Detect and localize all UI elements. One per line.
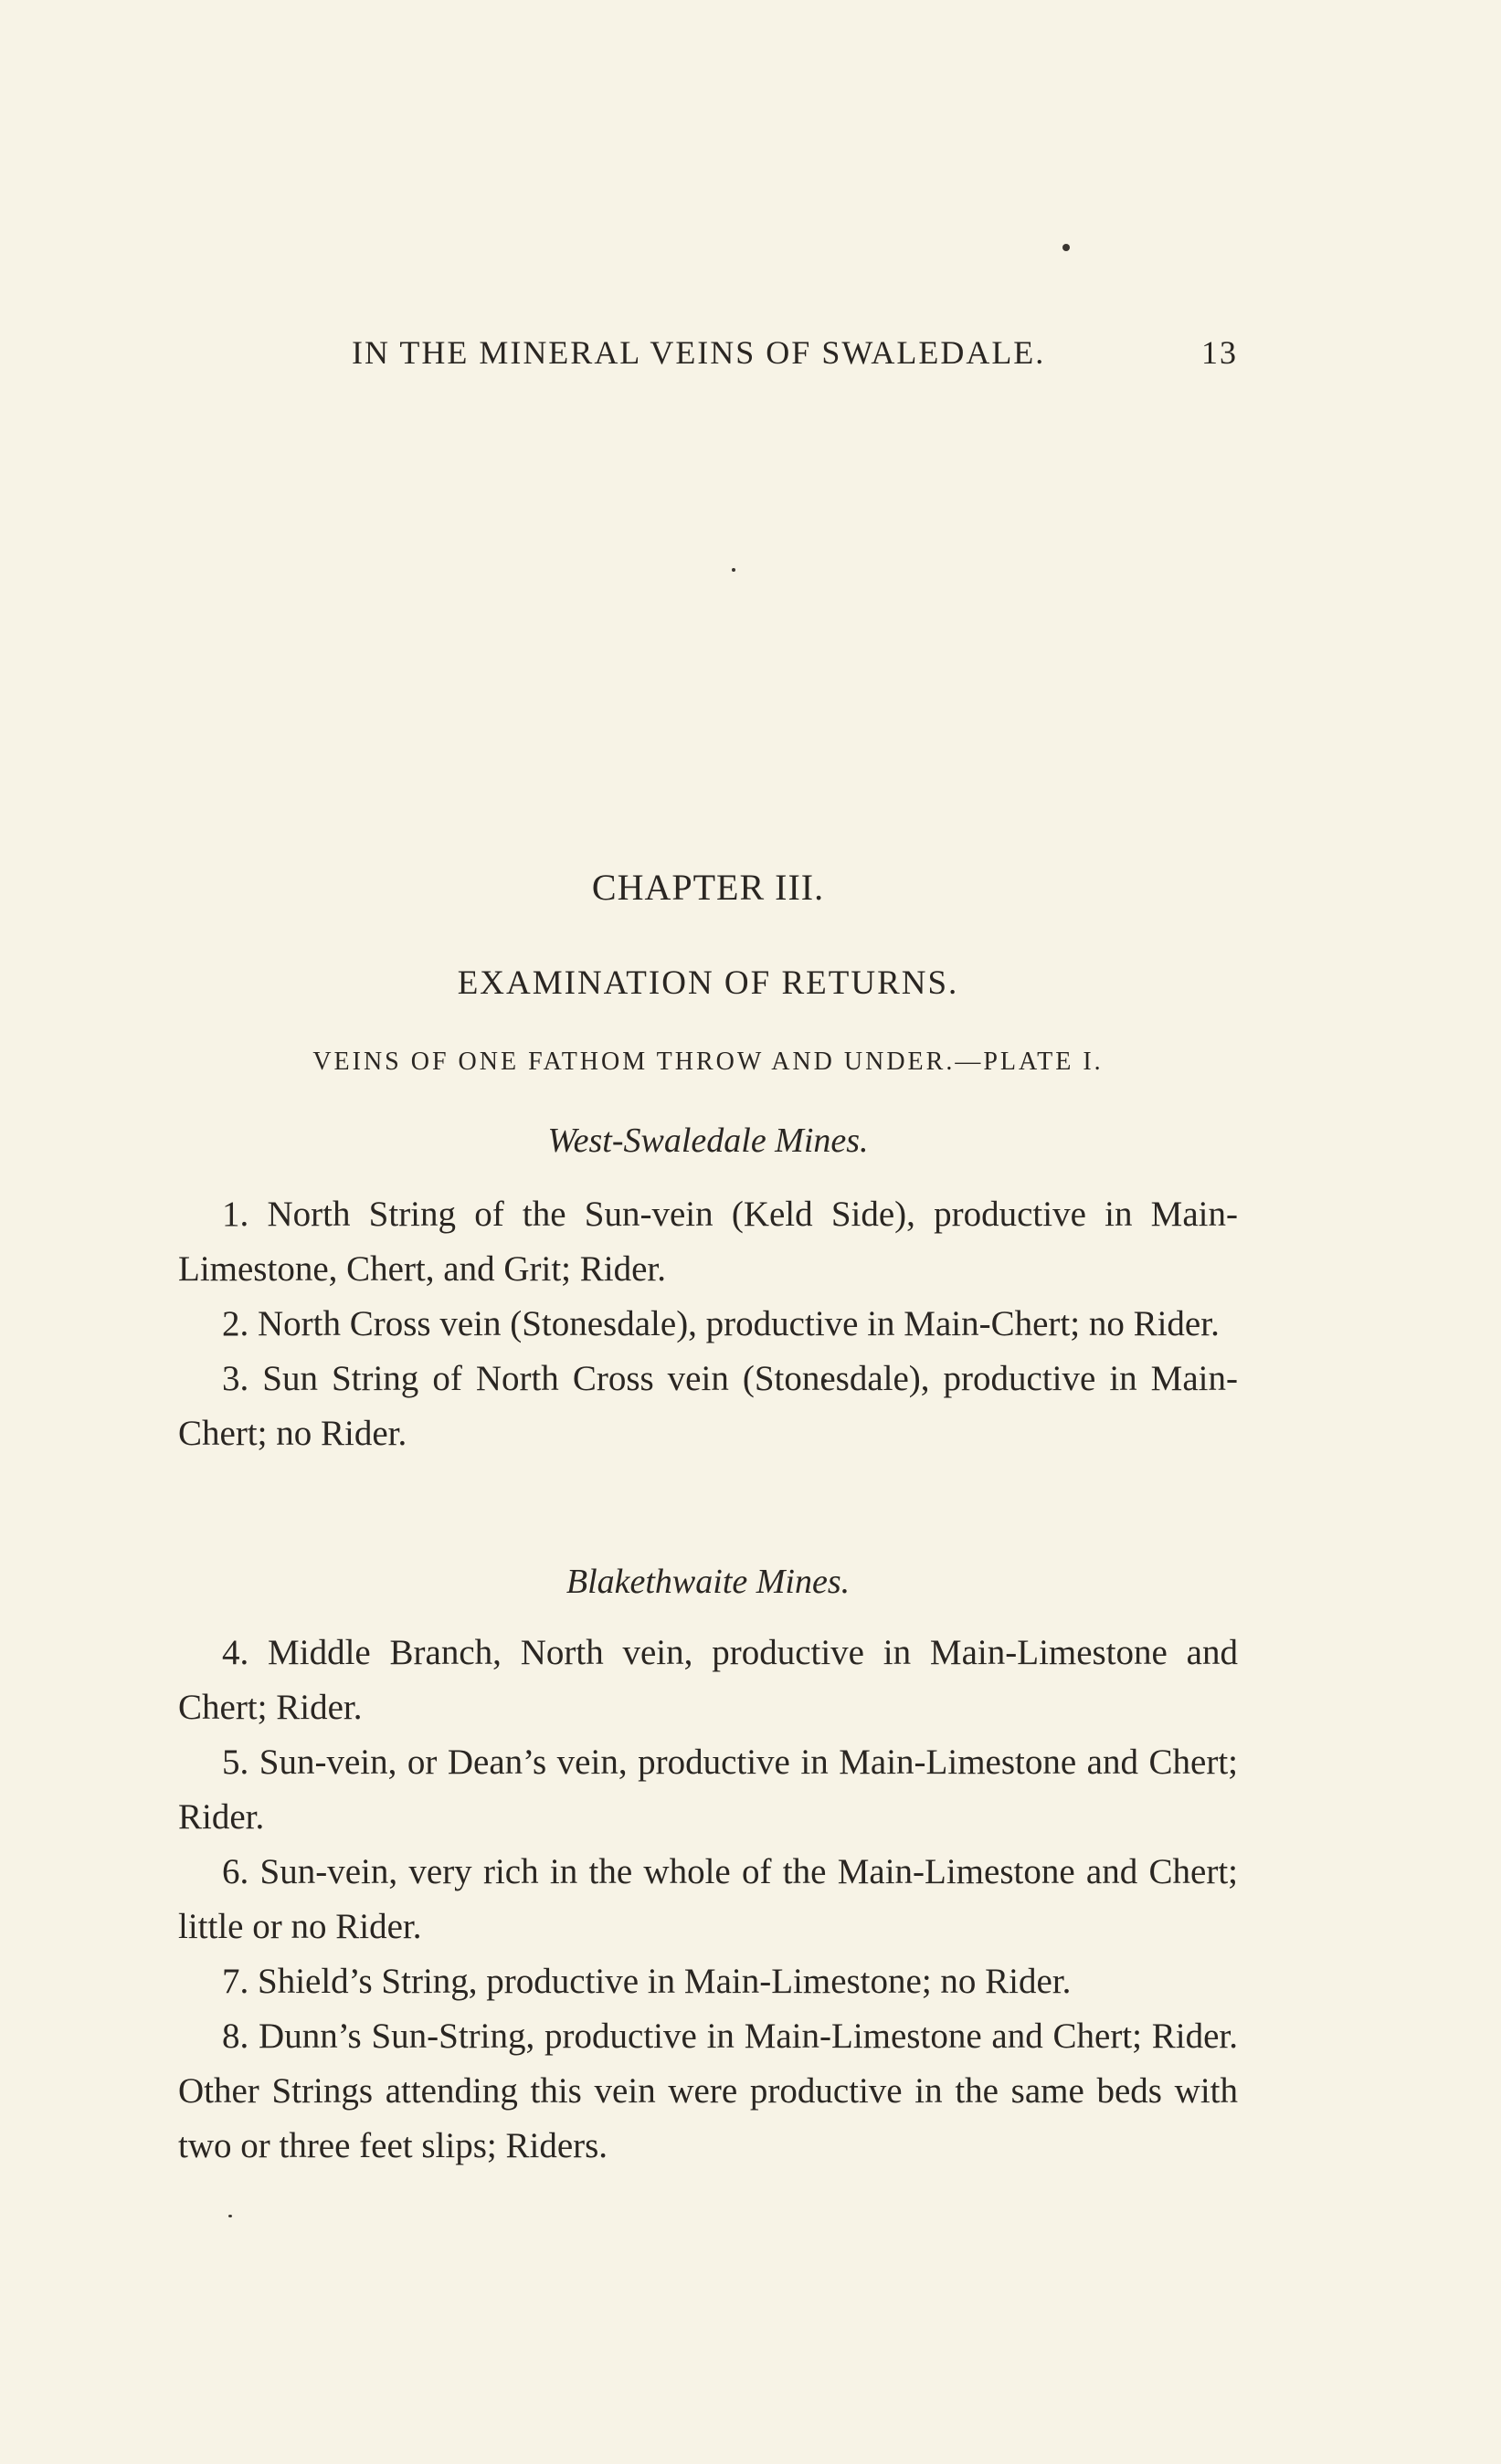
entry-list (178, 1187, 1238, 1461)
vein-entry: 1. North String of the Sun-vein (Keld Side), productive in Main-Limestone, Chert, and Grit; Rider. (178, 1195, 1238, 1289)
ink-speck (1062, 244, 1070, 251)
vein-entry: 7. Shield’s String, productive in Main-Limestone; no Rider. (222, 1962, 1072, 2001)
section-title: EXAMINATION OF RETURNS. (457, 964, 959, 1002)
vein-entry: 3. Sun String of North Cross vein (Stonesdale), productive in Main-Chert; no Rider. (178, 1359, 1238, 1453)
vein-entry: 5. Sun-vein, or Dean’s vein, productive in Main-Limestone and Chert; Rider. (178, 1743, 1238, 1837)
vein-entry: 2. North Cross vein (Stonesdale), productive in Main-Chert; no Rider. (222, 1304, 1220, 1343)
district-heading: West-Swaledale Mines. (547, 1121, 869, 1160)
vein-entry: 6. Sun-vein, very rich in the whole of the Main-Limestone and Chert; little or no Rider. (178, 1852, 1238, 1946)
running-title: IN THE MINERAL VEINS OF SWALEDALE. (352, 334, 1046, 371)
ink-speck (228, 2215, 232, 2217)
running-head (352, 333, 1238, 379)
entry-list (178, 1626, 1238, 2174)
vein-entry: 4. Middle Branch, North vein, productive in Main-Limestone and Chert; Rider. (178, 1633, 1238, 1727)
vein-entry: 8. Dunn’s Sun-String, productive in Main-Limestone and Chert; Rider. Other Strings attending this vein were productive in the same beds with two or three feet slips; Riders. (178, 2016, 1238, 2165)
page-number: 13 (1201, 334, 1238, 371)
ink-speck (732, 568, 735, 572)
section-subtitle: VEINS OF ONE FATHOM THROW AND UNDER.—PLATE I. (312, 1048, 1104, 1076)
district-heading: Blakethwaite Mines. (566, 1563, 851, 1601)
chapter-heading: CHAPTER III. (591, 867, 825, 908)
